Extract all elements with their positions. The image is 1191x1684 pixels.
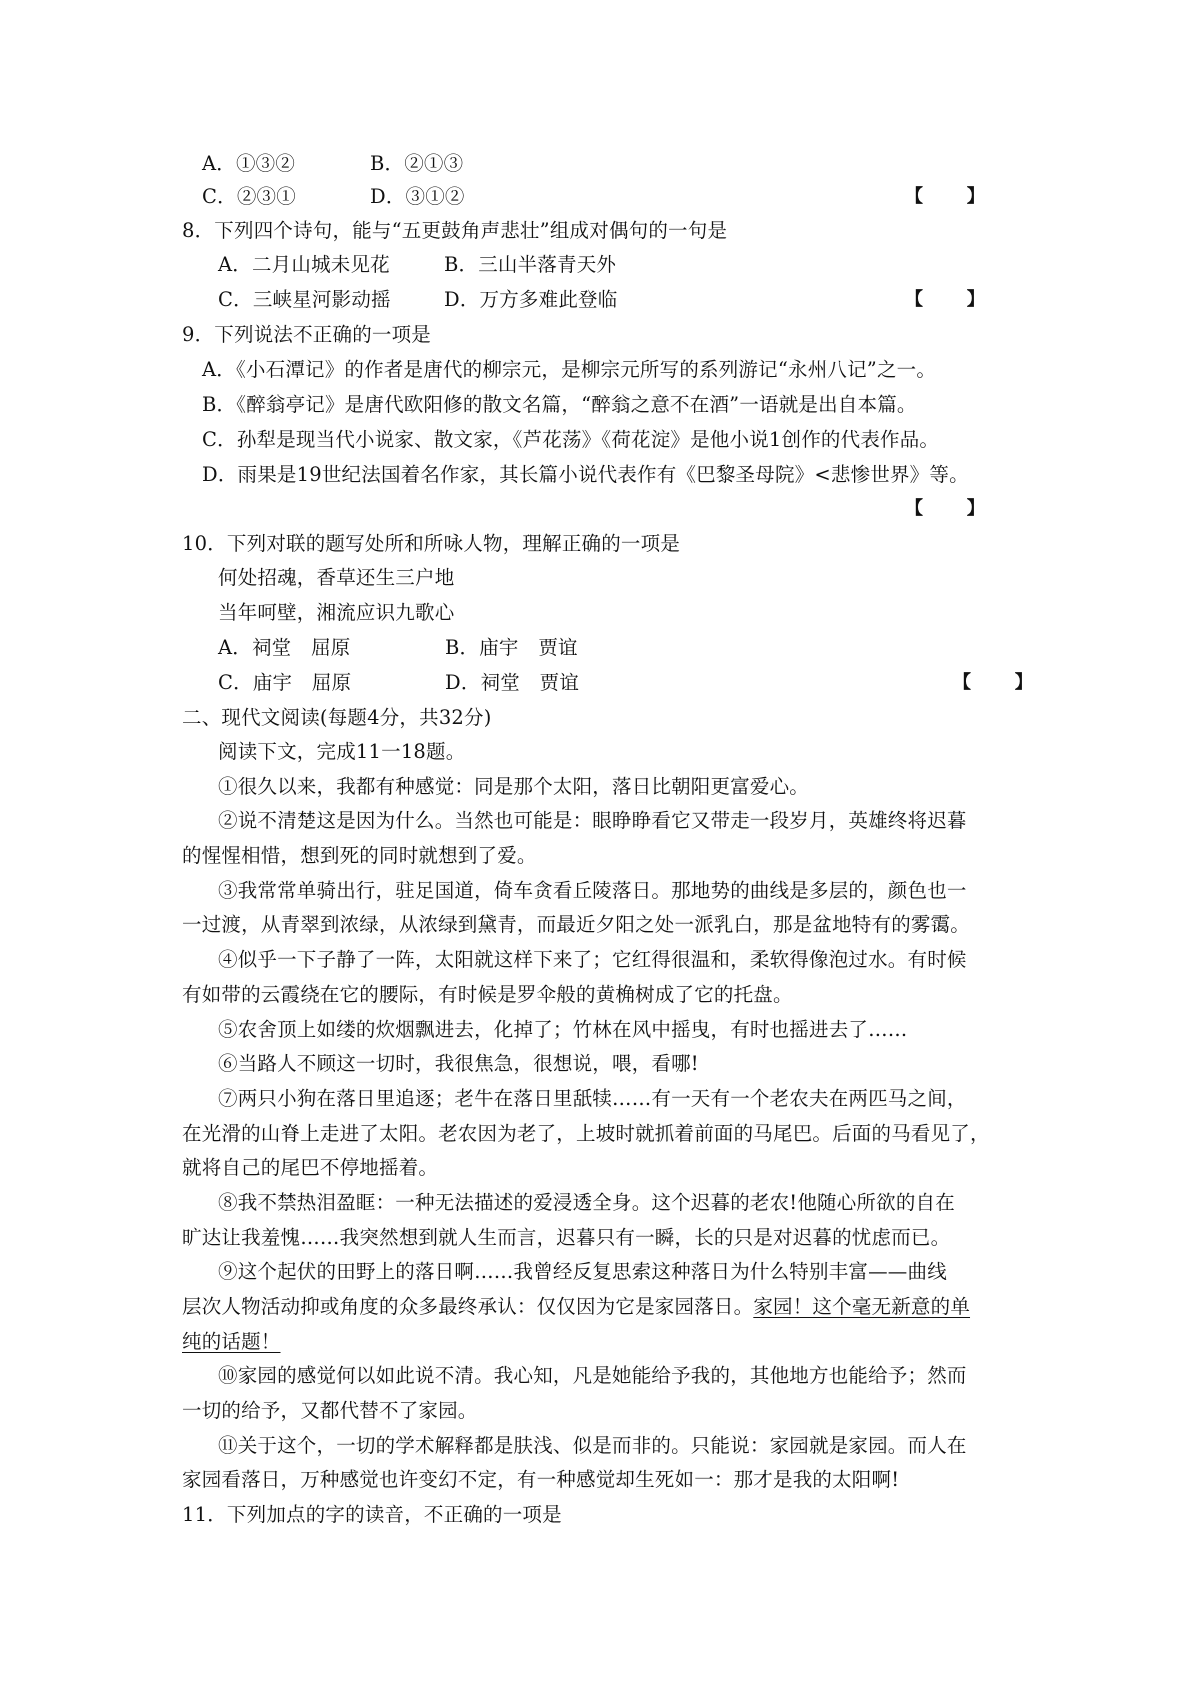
q10-option-d: D．祠堂 贾谊 <box>445 671 580 694</box>
q10-stem: 10．下列对联的题写处所和所咏人物，理解正确的一项是 <box>182 532 681 555</box>
passage-paragraph-2: ②说不清楚这是因为什么。当然也可能是：眼睁睁看它又带走一段岁月，英雄终将迟暮 <box>218 809 967 832</box>
underlined-sentence-end: 纯的话题！ <box>182 1330 281 1353</box>
q7-option-b: B．②①③ <box>370 152 464 175</box>
q10-option-c: C．庙宇 屈原 <box>218 671 352 694</box>
bracket-open: 【 <box>953 672 972 693</box>
q8-option-d: D．万方多难此登临 <box>444 288 618 311</box>
passage-paragraph-8-cont: 旷达让我羞愧……我突然想到就人生而言，迟暮只有一瞬，长的只是对迟暮的忧虑而已。 <box>182 1226 951 1249</box>
passage-paragraph-10: ⑩家园的感觉何以如此说不清。我心知，凡是她能给予我的，其他地方也能给予；然而 <box>218 1364 967 1387</box>
passage-paragraph-11-cont: 家园看落日，万种感觉也许变幻不定，有一种感觉却生死如一：那才是我的太阳啊! <box>182 1468 900 1491</box>
passage-paragraph-9-cont <box>182 1290 970 1324</box>
passage-paragraph-2-cont: 的惺惺相惜，想到死的同时就想到了爱。 <box>182 844 537 867</box>
passage-paragraph-10-cont: 一切的给予，又都代替不了家园。 <box>182 1399 478 1422</box>
section-heading: 二、现代文阅读(每题4分，共32分) <box>182 706 492 729</box>
q8-option-a: A．二月山城未见花 <box>218 253 390 276</box>
passage-paragraph-7-cont-2: 就将自己的尾巴不停地摇着。 <box>182 1156 439 1179</box>
passage-text: 层次人物活动抑或角度的众多最终承认：仅仅因为它是家园落日。 <box>182 1295 754 1318</box>
q10-answer-bracket[interactable] <box>953 666 1033 700</box>
q8-option-b: B．三山半落青天外 <box>444 253 617 276</box>
passage-paragraph-7-cont-1: 在光滑的山脊上走进了太阳。老农因为老了，上坡时就抓着前面的马尾巴。后面的马看见了， <box>182 1122 990 1145</box>
passage-paragraph-1: ①很久以来，我都有种感觉：同是那个太阳，落日比朝阳更富爱心。 <box>218 775 810 798</box>
q10-couplet-line-1: 何处招魂，香草还生三户地 <box>218 566 455 589</box>
section-instruction: 阅读下文，完成11一18题。 <box>218 740 466 763</box>
q8-option-c: C．三峡星河影动摇 <box>218 288 391 311</box>
passage-paragraph-9: ⑨这个起伏的田野上的落日啊……我曾经反复思索这种落日为什么特别丰富——曲线 <box>218 1260 947 1283</box>
q8-answer-bracket[interactable] <box>905 283 985 317</box>
passage-paragraph-8: ⑧我不禁热泪盈眶：一种无法描述的爱浸透全身。这个迟暮的老农!他随心所欲的自在 <box>218 1191 955 1214</box>
passage-paragraph-9-cont-2 <box>182 1325 281 1359</box>
q9-answer-bracket[interactable] <box>905 492 985 526</box>
bracket-open: 【 <box>905 289 924 310</box>
q10-couplet-line-2: 当年呵壁，湘流应识九歌心 <box>218 601 455 624</box>
bracket-close: 】 <box>966 498 985 519</box>
q7-answer-bracket[interactable] <box>905 180 985 214</box>
passage-paragraph-4: ④似乎一下子静了一阵，太阳就这样下来了；它红得很温和，柔软得像泡过水。有时候 <box>218 948 967 971</box>
q7-option-a: A．①③② <box>202 152 296 175</box>
bracket-close: 】 <box>966 289 985 310</box>
q7-option-d: D．③①② <box>370 185 465 208</box>
passage-paragraph-4-cont: 有如带的云霞绕在它的腰际，有时候是罗伞般的黄桷树成了它的托盘。 <box>182 983 793 1006</box>
passage-paragraph-5: ⑤农舍顶上如缕的炊烟飘进去，化掉了；竹林在风中摇曳，有时也摇进去了…… <box>218 1018 908 1041</box>
q9-option-b: B．《醉翁亭记》是唐代欧阳修的散文名篇，“醉翁之意不在酒”一语就是出自本篇。 <box>202 393 917 416</box>
q10-option-b: B．庙宇 贾谊 <box>445 636 578 659</box>
q8-stem: 8．下列四个诗句，能与“五更鼓角声悲壮”组成对偶句的一句是 <box>182 219 728 242</box>
q9-option-a: A．《小石潭记》的作者是唐代的柳宗元，是柳宗元所写的系列游记“永州八记”之一。 <box>202 358 937 381</box>
passage-paragraph-6: ⑥当路人不顾这一切时，我很焦急，很想说，喂，看哪! <box>218 1052 699 1075</box>
q7-option-c: C．②③① <box>202 185 296 208</box>
bracket-open: 【 <box>905 186 924 207</box>
q11-stem: 11．下列加点的字的读音，不正确的一项是 <box>182 1503 562 1526</box>
q9-option-c: C．孙犁是现当代小说家、散文家，《芦花荡》《荷花淀》是他小说1创作的代表作品。 <box>202 428 940 451</box>
passage-paragraph-3-cont: 一过渡，从青翠到浓绿，从浓绿到黛青，而最近夕阳之处一派乳白，那是盆地特有的雾霭。 <box>182 913 971 936</box>
underlined-sentence: 家园！这个毫无新意的单 <box>753 1295 971 1318</box>
q10-option-a: A．祠堂 屈原 <box>218 636 351 659</box>
passage-paragraph-7: ⑦两只小狗在落日里追逐；老牛在落日里舐犊……有一天有一个老农夫在两匹马之间， <box>218 1087 967 1110</box>
passage-paragraph-3: ③我常常单骑出行，驻足国道，倚车贪看丘陵落日。那地势的曲线是多层的，颜色也一 <box>218 879 967 902</box>
bracket-close: 】 <box>1014 672 1033 693</box>
bracket-close: 】 <box>966 186 985 207</box>
passage-paragraph-11: ⑪关于这个，一切的学术解释都是肤浅、似是而非的。只能说：家园就是家园。而人在 <box>218 1434 967 1457</box>
q9-option-d: D．雨果是19世纪法国着名作家，其长篇小说代表作有《巴黎圣母院》<悲惨世界》等。 <box>202 463 969 486</box>
bracket-open: 【 <box>905 498 924 519</box>
q9-stem: 9．下列说法不正确的一项是 <box>182 323 432 346</box>
